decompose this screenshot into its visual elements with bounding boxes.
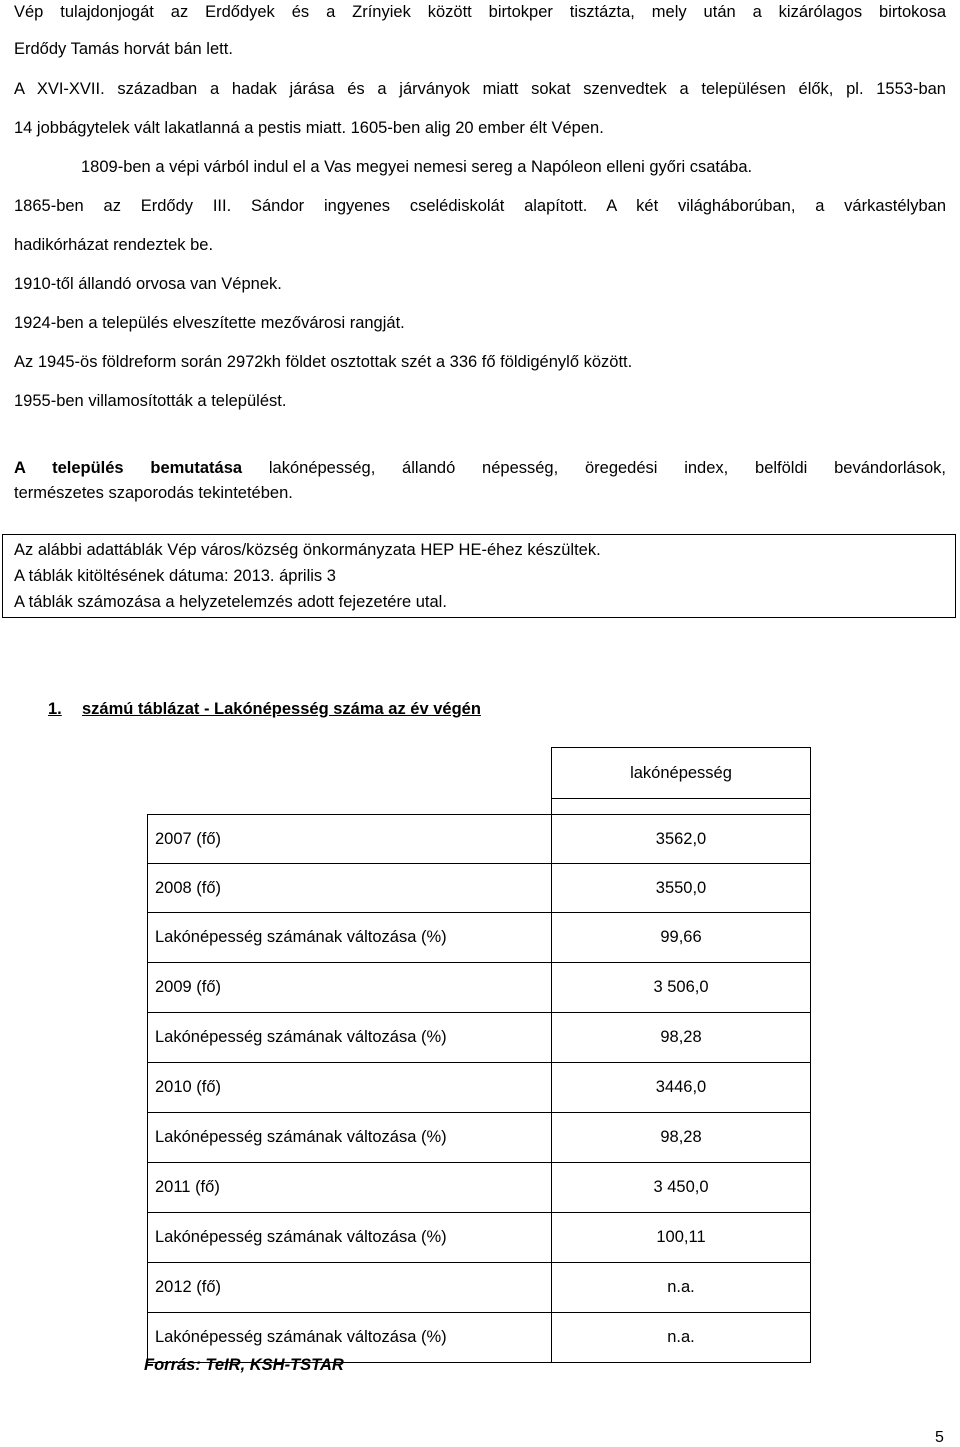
info-line-2: A táblák kitöltésének dátuma: 2013. április 3 — [14, 567, 336, 585]
row-value: 3 506,0 — [552, 963, 811, 1013]
row-value: n.a. — [552, 1313, 811, 1363]
population-table — [147, 747, 811, 1363]
intro-rest: lakónépesség, állandó népesség, öregedési index, belföldi bevándorlások, — [242, 459, 946, 477]
page-number: 5 — [935, 1429, 944, 1446]
history-line-5: 1809-ben a vépi várból indul el a Vas megyei nemesi sereg a Napóleon elleni győri csatába. — [81, 158, 753, 176]
row-label: 2011 (fő) — [148, 1163, 552, 1213]
history-line-2: Erdődy Tamás horvát bán lett. — [14, 40, 233, 58]
table-caption — [48, 699, 481, 719]
row-value: 98,28 — [552, 1013, 811, 1063]
row-label: 2010 (fő) — [148, 1063, 552, 1113]
row-label: 2008 (fő) — [148, 864, 552, 913]
row-label: Lakónépesség számának változása (%) — [148, 1113, 552, 1163]
row-value: 3550,0 — [552, 864, 811, 913]
info-box — [2, 534, 956, 618]
table-row — [148, 1113, 811, 1163]
table-caption-number: 1. — [48, 700, 62, 718]
row-label: 2007 (fő) — [148, 815, 552, 864]
row-label: Lakónépesség számának változása (%) — [148, 1013, 552, 1063]
row-value: 3562,0 — [552, 815, 811, 864]
table-row — [148, 1013, 811, 1063]
history-line-6: 1865-ben az Erdődy III. Sándor ingyenes cselédiskolát alapított. A két világháborúban, a várkastélyban — [14, 197, 946, 215]
row-value: 99,66 — [552, 913, 811, 963]
table-header-row — [148, 748, 811, 799]
row-value: 98,28 — [552, 1113, 811, 1163]
table-row — [148, 963, 811, 1013]
table-row — [148, 1263, 811, 1313]
history-line-1: Vép tulajdonjogát az Erdődyek és a Zrínyiek között birtokper tisztázta, mely után a kizárólagos birtokosa — [14, 3, 946, 21]
table-header-cell: lakónépesség — [552, 748, 811, 799]
intro-line-1 — [14, 458, 946, 478]
info-line-3: A táblák számozása a helyzetelemzés adott fejezetére utal. — [14, 593, 447, 611]
table-header-empty — [148, 748, 552, 799]
row-label: 2009 (fő) — [148, 963, 552, 1013]
table-gap-row — [148, 799, 811, 815]
info-line-1: Az alábbi adattáblák Vép város/község önkormányzata HEP HE-éhez készültek. — [14, 541, 601, 559]
history-line-11: 1955-ben villamosították a települést. — [14, 392, 287, 410]
table-row — [148, 1063, 811, 1113]
row-label: Lakónépesség számának változása (%) — [148, 1213, 552, 1263]
table-row — [148, 815, 811, 864]
intro-line-2: természetes szaporodás tekintetében. — [14, 484, 293, 502]
history-line-8: 1910-től állandó orvosa van Vépnek. — [14, 275, 282, 293]
history-line-10: Az 1945-ös földreform során 2972kh földet osztottak szét a 336 fő földigénylő között. — [14, 353, 633, 371]
table-row — [148, 1213, 811, 1263]
table-caption-text: számú táblázat - Lakónépesség száma az év végén — [82, 700, 481, 718]
table-row — [148, 1163, 811, 1213]
row-label: Lakónépesség számának változása (%) — [148, 1313, 552, 1363]
history-line-7: hadikórházat rendeztek be. — [14, 236, 214, 254]
history-line-4: 14 jobbágytelek vált lakatlanná a pestis miatt. 1605-ben alig 20 ember élt Vépen. — [14, 119, 604, 137]
table-row — [148, 864, 811, 913]
table-row — [148, 913, 811, 963]
history-line-3: A XVI-XVII. században a hadak járása és a járványok miatt sokat szenvedtek a településen élők, pl. 1553-ban — [14, 80, 946, 98]
intro-bold: A település bemutatása — [14, 459, 243, 477]
row-value: 100,11 — [552, 1213, 811, 1263]
row-label: Lakónépesség számának változása (%) — [148, 913, 552, 963]
row-label: 2012 (fő) — [148, 1263, 552, 1313]
table-source: Forrás: TeIR, KSH-TSTAR — [144, 1356, 344, 1374]
row-value: 3446,0 — [552, 1063, 811, 1113]
history-line-9: 1924-ben a település elveszítette mezővárosi rangját. — [14, 314, 405, 332]
table-row — [148, 1313, 811, 1363]
row-value: 3 450,0 — [552, 1163, 811, 1213]
row-value: n.a. — [552, 1263, 811, 1313]
